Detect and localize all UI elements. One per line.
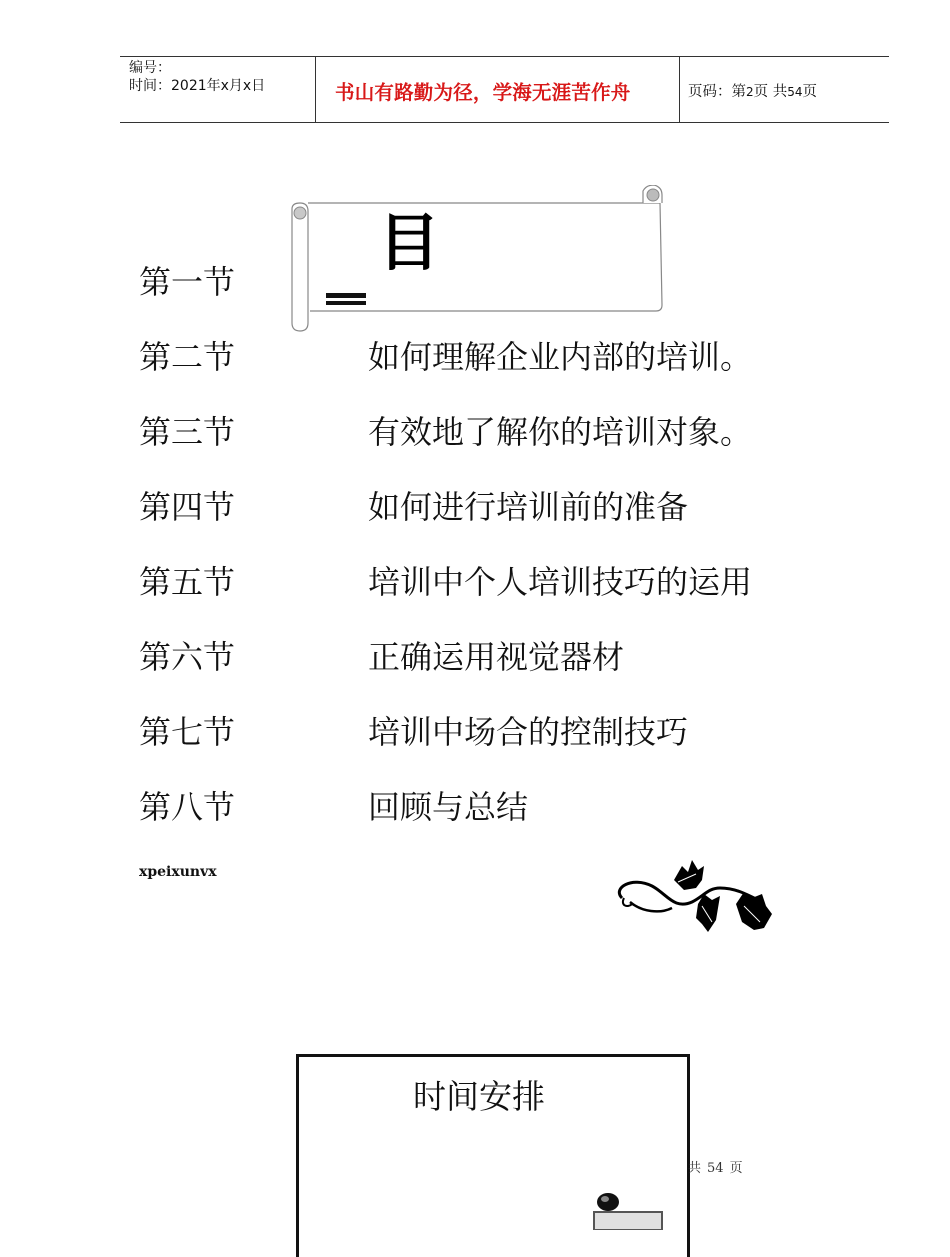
toc-section-1: 第一节 bbox=[139, 263, 236, 301]
page-mid: 页 共 bbox=[753, 84, 788, 100]
pushpin-note-icon bbox=[588, 1188, 668, 1230]
toc-section-3: 第三节 bbox=[139, 413, 236, 451]
toc-title-6: 正确运用视觉器材 bbox=[368, 638, 625, 676]
page-total: 54 bbox=[787, 85, 803, 99]
page-prefix: 页码：第 bbox=[688, 84, 746, 100]
header-top-rule bbox=[120, 56, 889, 57]
scroll-banner bbox=[288, 185, 668, 339]
header-serial-label: 编号： bbox=[129, 60, 171, 76]
toc-title-4: 如何进行培训前的准备 bbox=[368, 488, 689, 526]
toc-section-2: 第二节 bbox=[139, 338, 236, 376]
scroll-banner-icon bbox=[288, 185, 668, 335]
header-bottom-rule bbox=[120, 122, 889, 123]
toc-section-8: 第八节 bbox=[139, 788, 236, 826]
toc-title-3: 有效地了解你的培训对象。 bbox=[368, 413, 753, 451]
header-page-info bbox=[688, 80, 817, 101]
page-total-number: 54 bbox=[707, 1161, 724, 1176]
scroll-banner-glyph: 目 bbox=[378, 206, 441, 279]
toc-title-8: 回顾与总结 bbox=[368, 788, 529, 826]
page-total-suffix: 页 bbox=[729, 1161, 743, 1176]
header-motto: 书山有路勤为径，学海无涯苦作舟 bbox=[335, 81, 631, 104]
page-current: 2 bbox=[746, 85, 754, 99]
page-total-prefix: 共 bbox=[688, 1161, 702, 1176]
toc-section-6: 第六节 bbox=[139, 638, 236, 676]
slide-title: 时间安排 bbox=[413, 1077, 545, 1116]
toc-section-5: 第五节 bbox=[139, 563, 236, 601]
toc-section-4: 第四节 bbox=[139, 488, 236, 526]
toc-title-7: 培训中场合的控制技巧 bbox=[368, 713, 689, 751]
header-divider-right bbox=[679, 57, 680, 122]
header-time-label: 时间：2021年x月x日 bbox=[129, 78, 266, 94]
header-divider-left bbox=[315, 57, 316, 122]
page-suffix: 页 bbox=[802, 84, 818, 100]
footer-tag: xpeixunvx bbox=[139, 864, 217, 880]
toc-section-7: 第七节 bbox=[139, 713, 236, 751]
vine-leaf-ornament-icon bbox=[612, 858, 777, 938]
toc-title-5: 培训中个人培训技巧的运用 bbox=[368, 563, 753, 601]
page-total-line bbox=[688, 1157, 749, 1176]
toc-title-2: 如何理解企业内部的培训。 bbox=[368, 338, 753, 376]
